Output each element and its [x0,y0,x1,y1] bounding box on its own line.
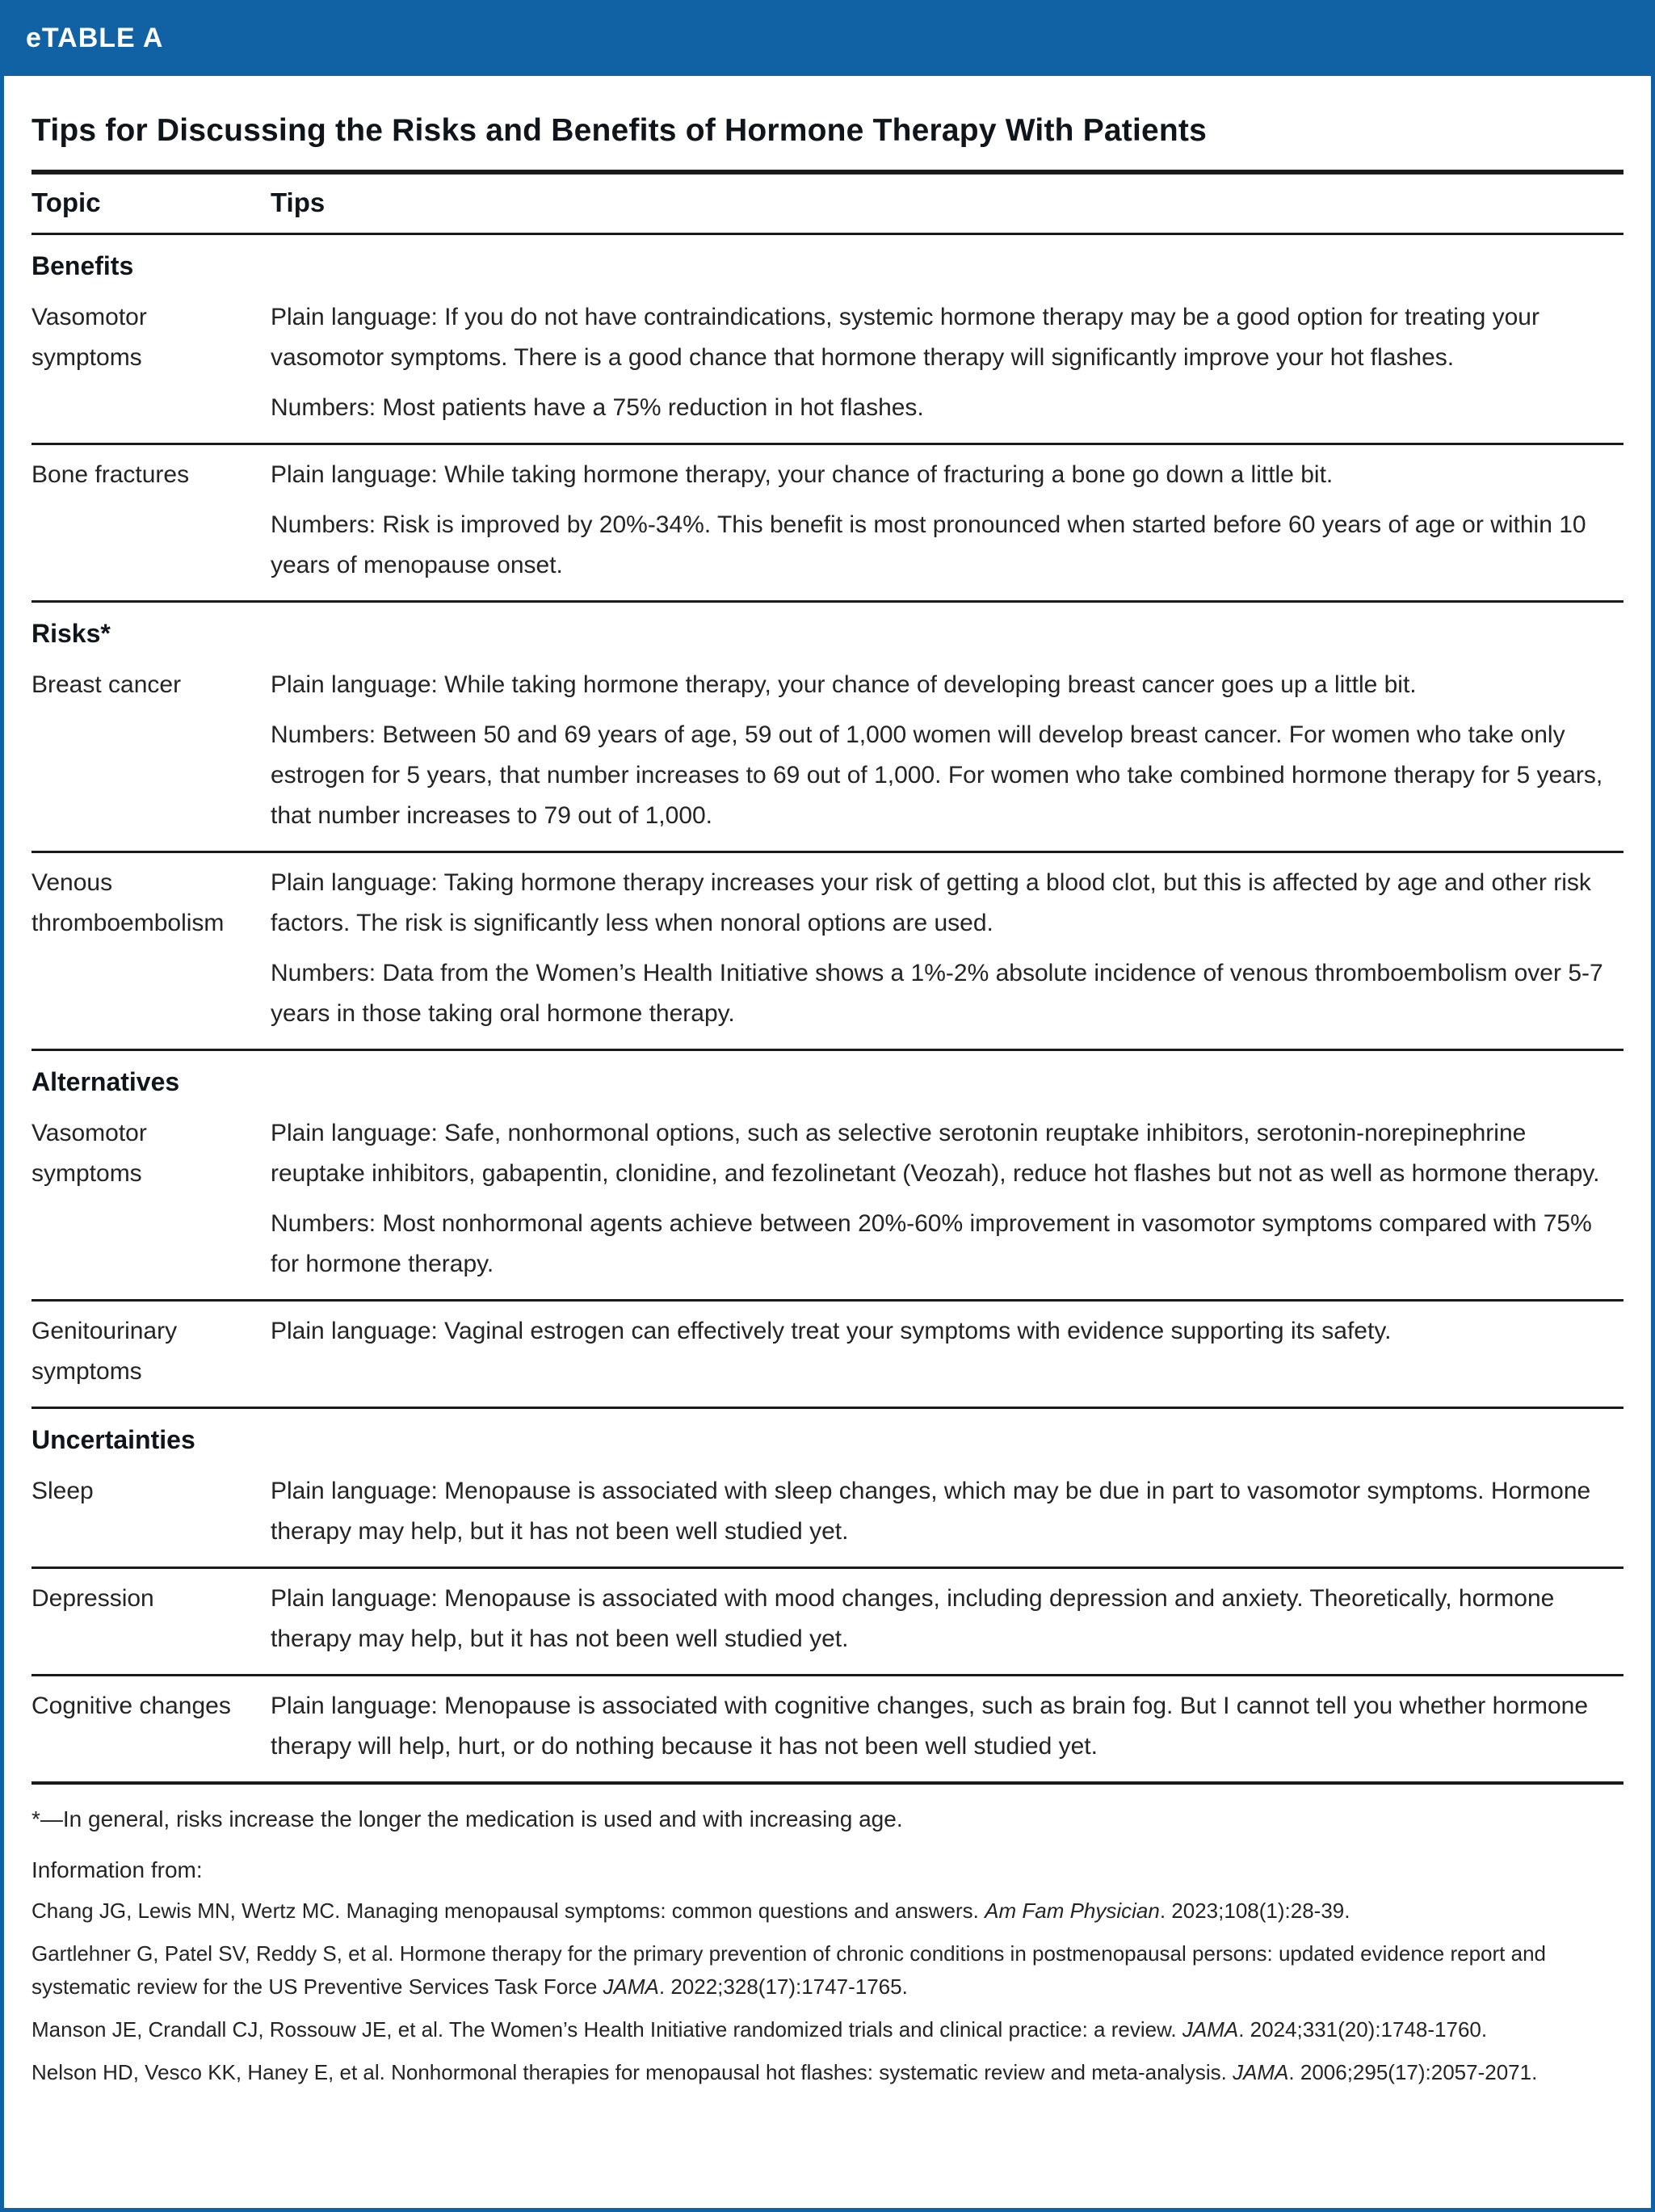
topic-cell: Cognitive changes [32,1693,231,1719]
table-header-bar [0,0,1655,76]
reference-item [32,2056,1623,2089]
topic-cell: Bone fractures [32,461,190,488]
reference-item [32,1937,1623,2004]
tips-paragraph: Numbers: Most nonhormonal agents achieve between 20%-60% improvement in vasomotor symptoms compared with 75% for hormone therapy. [271,1210,1592,1277]
reference-text: Nelson HD, Vesco KK, Haney E, et al. Nonhormonal therapies for menopausal hot flashes: systematic review and meta-analysis. [32,2060,1233,2084]
column-header-row [32,175,1623,235]
tips-paragraph: Numbers: Between 50 and 69 years of age, 59 out of 1,000 women will develop breast cancer. For women who take only estrogen for 5 years, that number increases to 69 out of 1,000. For women who take combined hormone therapy for 5 years, that number increases to 79 out of 1,000. [271,721,1603,829]
tips-cell [271,863,1623,1034]
reference-text: Gartlehner G, Patel SV, Reddy S, et al. Hormone therapy for the primary prevention of chronic conditions in postmenopausal persons: updated evidence report and systematic review for the US Preventive Services Task Force [32,1941,1546,1999]
section-heading: Benefits [32,251,134,280]
tips-cell [271,665,1623,836]
table-row [32,445,1623,603]
topic-cell: Sleep [32,1478,94,1504]
table-row [32,1104,1623,1302]
sources-label: Information from: [32,1857,203,1882]
table-row [32,1461,1623,1569]
tips-paragraph: Numbers: Most patients have a 75% reduction in hot flashes. [271,394,924,421]
column-header-tips: Tips [271,187,326,217]
tips-cell [271,1311,1623,1392]
page-title: Tips for Discussing the Risks and Benefits of Hormone Therapy With Patients [32,113,1208,148]
tips-cell [271,1579,1623,1659]
tips-paragraph: Plain language: While taking hormone therapy, your chance of fracturing a bone go down a little bit. [271,461,1334,488]
tips-cell [271,455,1623,586]
tips-cell [271,1686,1623,1767]
tips-cell [271,1471,1623,1552]
topic-cell: Depression [32,1585,154,1612]
topic-cell: Vasomotor symptoms [32,1120,147,1187]
column-header-topic: Topic [32,187,101,217]
reference-text: . 2006;295(17):2057-2071. [1288,2060,1538,2084]
tips-cell [271,1113,1623,1285]
reference-text: . 2023;108(1):28-39. [1159,1899,1350,1923]
journal-name: JAMA [603,1974,659,1999]
reference-item [32,2013,1623,2046]
reference-item [32,1894,1623,1928]
table-body [32,235,1623,1785]
tips-paragraph: Plain language: While taking hormone therapy, your chance of developing breast cancer goes up a little bit. [271,671,1417,698]
reference-text: . 2022;328(17):1747-1765. [658,1974,908,1999]
journal-name: JAMA [1182,2017,1239,2042]
topic-cell: Vasomotor symptoms [32,304,147,371]
reference-text: Chang JG, Lewis MN, Wertz MC. Managing menopausal symptoms: common questions and answers. [32,1899,985,1923]
topic-cell: Venous thromboembolism [32,869,225,936]
table-row [32,1302,1623,1409]
tips-paragraph: Plain language: Taking hormone therapy increases your risk of getting a blood clot, but this is affected by age and other risk factors. The risk is significantly less when nonoral options are used. [271,869,1591,936]
table-label: eTABLE A [26,22,164,53]
reference-text: . 2024;331(20):1748-1760. [1238,2017,1488,2042]
table-row [32,288,1623,445]
tips-paragraph: Plain language: Vaginal estrogen can effectively treat your symptoms with evidence supporting its safety. [271,1318,1392,1344]
tips-paragraph: Numbers: Risk is improved by 20%-34%. This benefit is most pronounced when started before 60 years of age or within 10 years of menopause onset. [271,511,1586,578]
tips-paragraph: Plain language: Menopause is associated with mood changes, including depression and anxiety. Theoretically, hormone therapy may help, but it has not been well studied yet. [271,1585,1555,1652]
reference-text: Manson JE, Crandall CJ, Rossouw JE, et al. The Women’s Health Initiative randomized trials and clinical practice: a review. [32,2017,1182,2042]
section-heading: Alternatives [32,1067,180,1096]
section-heading: Risks* [32,619,111,648]
journal-name: Am Fam Physician [985,1899,1160,1923]
reference-list [32,1894,1623,2089]
tips-paragraph: Plain language: Safe, nonhormonal options, such as selective serotonin reuptake inhibitors, serotonin-norepinephrine reuptake inhibitors, gabapentin, clonidine, and fezolinetant (Veozah), reduce hot flashes but not as well as hormone therapy. [271,1120,1600,1187]
table-row [32,1569,1623,1676]
journal-name: JAMA [1233,2060,1289,2084]
table-row [32,853,1623,1051]
footnote: *—In general, risks increase the longer the medication is used and with increasing age. [32,1806,903,1831]
content-area [4,113,1651,2089]
tips-paragraph: Plain language: Menopause is associated with cognitive changes, such as brain fog. But I cannot tell you whether hormone therapy will help, hurt, or do nothing because it has not been well studied yet. [271,1693,1589,1760]
table-row [32,1676,1623,1785]
tips-paragraph: Numbers: Data from the Women’s Health Initiative shows a 1%-2% absolute incidence of venous thromboembolism over 5-7 years in those taking oral hormone therapy. [271,960,1603,1027]
table-row [32,655,1623,853]
section-heading: Uncertainties [32,1425,195,1454]
tips-paragraph: Plain language: Menopause is associated with sleep changes, which may be due in part to vasomotor symptoms. Hormone therapy may help, but it has not been well studied yet. [271,1478,1591,1545]
topic-cell: Genitourinary symptoms [32,1318,178,1385]
tips-paragraph: Plain language: If you do not have contraindications, systemic hormone therapy may be a good option for treating your vasomotor symptoms. There is a good chance that hormone therapy will significantly improve your hot flashes. [271,304,1539,371]
topic-cell: Breast cancer [32,671,182,698]
tips-cell [271,297,1623,428]
